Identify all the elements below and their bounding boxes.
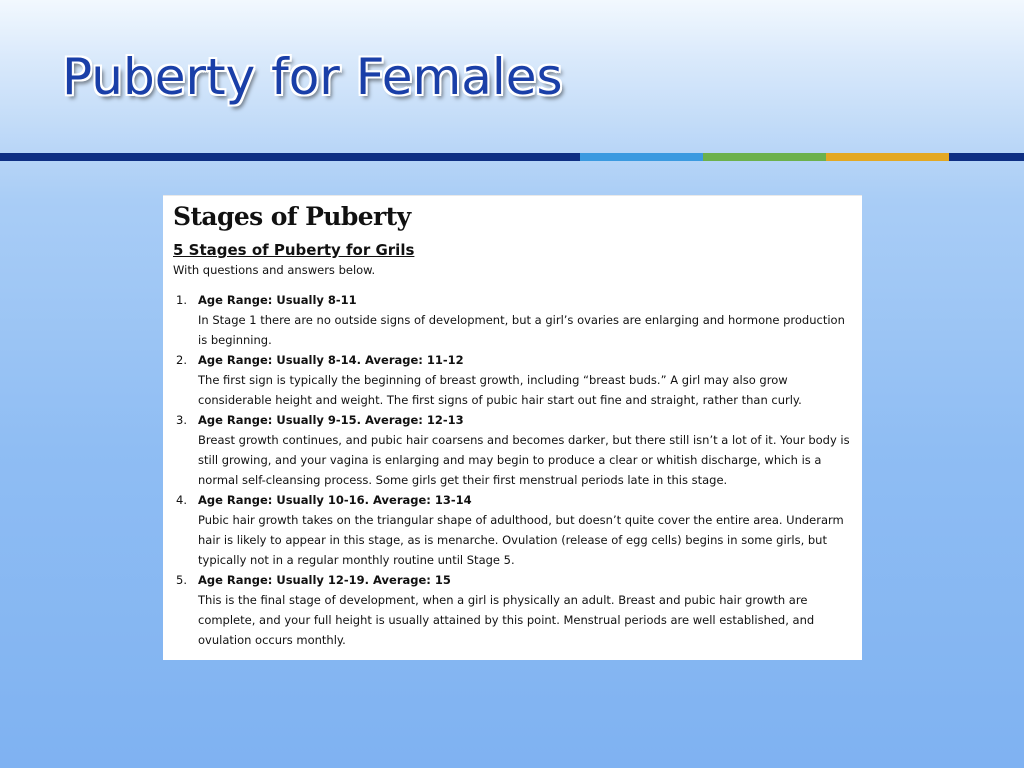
stage-item-4	[173, 490, 854, 570]
stage-age-range: Age Range: Usually 10-16. Average: 13-14	[198, 493, 472, 507]
stage-number: 5.	[176, 573, 187, 587]
stage-description: Pubic hair growth takes on the triangular shape of adulthood, but doesn’t quite cover the entire area. Underarm hair is likely to appear in this stage, as is menarche. Ovulation (release of egg cells) begins in some girls, but typically not in a regular monthly routine until Stage 5.	[198, 513, 844, 567]
divider-segment-blue	[580, 153, 703, 161]
stage-age-range: Age Range: Usually 12-19. Average: 15	[198, 573, 451, 587]
divider-segment-navy-end	[949, 153, 1024, 161]
stage-number: 3.	[176, 413, 187, 427]
divider-segment-gold	[826, 153, 949, 161]
divider-segment-navy	[0, 153, 580, 161]
title-divider-bar	[0, 153, 1024, 161]
stage-description: The first sign is typically the beginning of breast growth, including “breast buds.” A girl may also grow considerable height and weight. The first signs of pubic hair start out fine and straight, rather than curly.	[198, 373, 802, 407]
document-intro: With questions and answers below.	[173, 263, 376, 277]
stage-item-3	[173, 410, 854, 490]
document-subheading: 5 Stages of Puberty for Grils	[173, 241, 415, 259]
stage-item-5	[173, 570, 854, 650]
stages-list	[173, 290, 854, 650]
stage-number: 1.	[176, 293, 187, 307]
stage-description: In Stage 1 there are no outside signs of development, but a girl’s ovaries are enlarging and hormone production is beginning.	[198, 313, 845, 347]
stage-description: Breast growth continues, and pubic hair coarsens and becomes darker, but there still isn’t a lot of it. Your body is still growing, and your vagina is enlarging and may begin to produce a clear or whitish discharge, which is a normal self-cleansing process. Some girls get their first menstrual periods late in this stage.	[198, 433, 850, 487]
stage-age-range: Age Range: Usually 8-11	[198, 293, 357, 307]
document-screenshot-panel	[163, 195, 862, 660]
divider-segment-green	[703, 153, 826, 161]
stage-item-1	[173, 290, 854, 350]
stage-description: This is the final stage of development, when a girl is physically an adult. Breast and pubic hair growth are complete, and your full height is usually attained by this point. Menstrual periods are well established, and ovulation occurs monthly.	[198, 593, 815, 647]
stage-age-range: Age Range: Usually 8-14. Average: 11-12	[198, 353, 464, 367]
document-heading: Stages of Puberty	[173, 202, 411, 231]
stage-item-2	[173, 350, 854, 410]
stage-number: 4.	[176, 493, 187, 507]
slide-title: Puberty for Females	[62, 48, 563, 106]
stage-age-range: Age Range: Usually 9-15. Average: 12-13	[198, 413, 464, 427]
stage-number: 2.	[176, 353, 187, 367]
